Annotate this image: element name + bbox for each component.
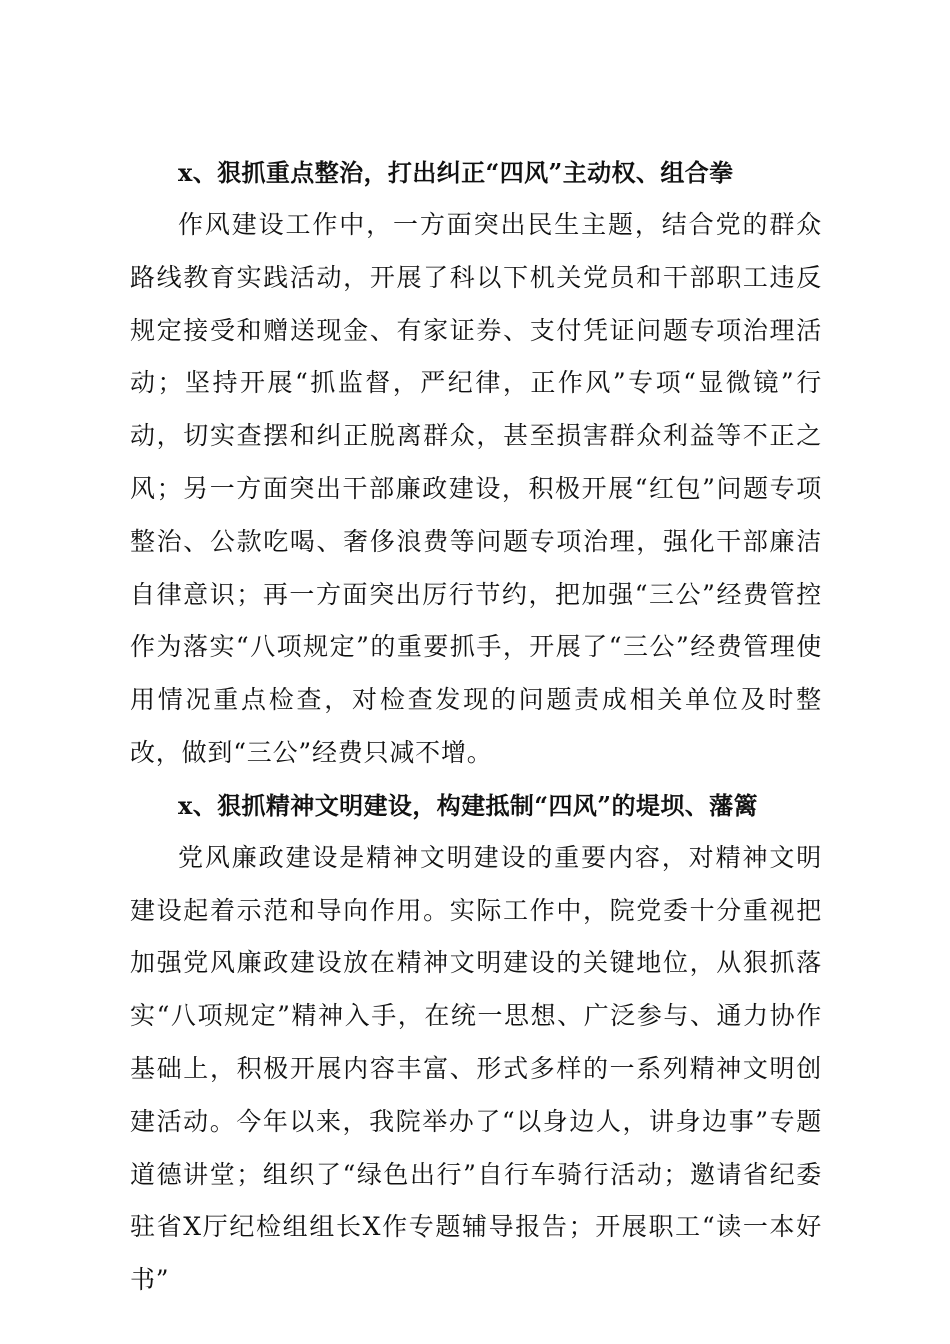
section-heading-1: x、狠抓重点整治，打出纠正“四风”主动权、组合拳 [178,158,734,187]
document-body [130,147,822,1307]
section-paragraph-1: 作风建设工作中，一方面突出民生主题，结合党的群众路线教育实践活动，开展了科以下机关党员和干部职工违反规定接受和赠送现金、有家证券、支付凭证问题专项治理活动；坚持开展“抓监督，严纪律，正作风”专项“显微镜”行动，切实查摆和纠正脱离群众，甚至损害群众利益等不正之风；另一方面突出干部廉政建设，积极开展“红包”问题专项整治、公款吃喝、奢侈浪费等问题专项治理，强化干部廉洁自律意识；再一方面突出厉行节约，把加强“三公”经费管控作为落实“八项规定”的重要抓手，开展了“三公”经费管理使用情况重点检查，对检查发现的问题责成相关单位及时整改，做到“三公”经费只减不增。 [130,210,822,767]
section-paragraph-2: 党风廉政建设是精神文明建设的重要内容，对精神文明建设起着示范和导向作用。实际工作中，院党委十分重视把加强党风廉政建设放在精神文明建设的关键地位，从狠抓落实“八项规定”精神入手，在统一思想、广泛参与、通力协作基础上，积极开展内容丰富、形式多样的一系列精神文明创建活动。今年以来，我院举办了“以身边人，讲身边事”专题道德讲堂；组织了“绿色出行”自行车骑行活动；邀请省纪委驻省X厅纪检组组长X作专题辅导报告；开展职工“读一本好书” [130,842,822,1295]
section-heading-2: x、狠抓精神文明建设，构建抵制“四风”的堤坝、藩篱 [178,790,758,820]
